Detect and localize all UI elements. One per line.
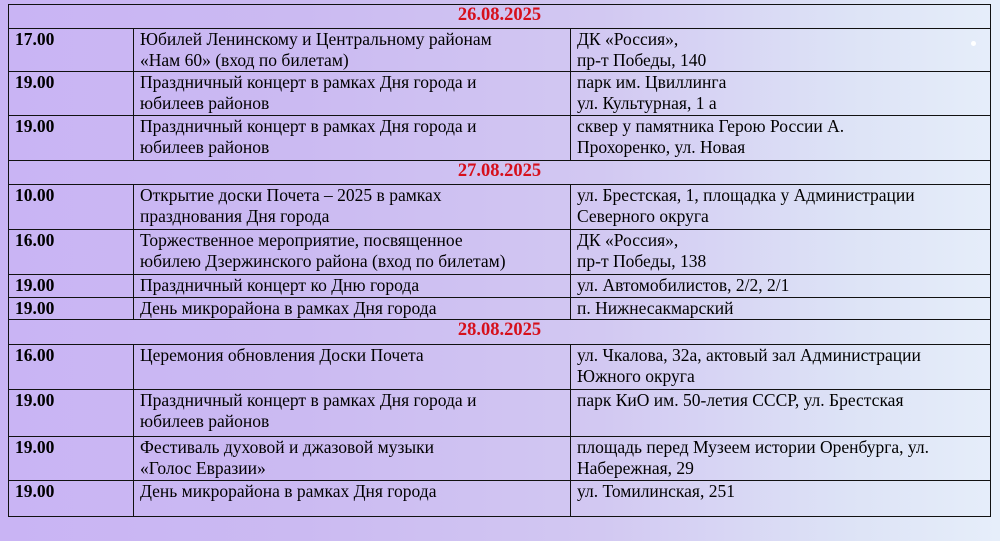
event-location: ул. Автомобилистов, 2/2, 2/1: [571, 275, 991, 298]
event-time: 19.00: [9, 390, 134, 437]
event-title: Церемония обновления Доски Почета: [134, 345, 571, 390]
event-location: ДК «Россия», пр-т Победы, 140: [571, 29, 991, 72]
event-location: ДК «Россия», пр-т Победы, 138: [571, 230, 991, 275]
event-row: [9, 481, 991, 517]
event-row: [9, 345, 991, 390]
event-location: ул. Томилинская, 251: [571, 481, 991, 517]
event-row: [9, 72, 991, 116]
event-row: [9, 437, 991, 481]
date-row: [9, 320, 991, 345]
event-time: 10.00: [9, 185, 134, 230]
event-time: 17.00: [9, 29, 134, 72]
date-header: 26.08.2025: [9, 5, 991, 29]
event-row: [9, 275, 991, 298]
event-location: парк КиО им. 50-летия СССР, ул. Брестская: [571, 390, 991, 437]
event-location: ул. Чкалова, 32а, актовый зал Администрации Южного округа: [571, 345, 991, 390]
events-schedule-table: [8, 4, 991, 517]
event-title: Юбилей Ленинскому и Центральному районам «Нам 60» (вход по билетам): [134, 29, 571, 72]
date-header: 27.08.2025: [9, 161, 991, 185]
event-location: сквер у памятника Герою России А. Прохоренко, ул. Новая: [571, 116, 991, 161]
event-time: 19.00: [9, 275, 134, 298]
event-location: парк им. Цвиллинга ул. Культурная, 1 а: [571, 72, 991, 116]
event-title: Праздничный концерт ко Дню города: [134, 275, 571, 298]
event-title: Фестиваль духовой и джазовой музыки «Голос Евразии»: [134, 437, 571, 481]
event-title: Праздничный концерт в рамках Дня города и юбилеев районов: [134, 390, 571, 437]
event-row: [9, 298, 991, 320]
event-location: п. Нижнесакмарский: [571, 298, 991, 320]
event-title: День микрорайона в рамках Дня города: [134, 298, 571, 320]
event-row: [9, 185, 991, 230]
decorative-dot: [971, 41, 976, 46]
event-title: День микрорайона в рамках Дня города: [134, 481, 571, 517]
event-row: [9, 230, 991, 275]
event-title: Открытие доски Почета – 2025 в рамках празднования Дня города: [134, 185, 571, 230]
event-location: площадь перед Музеем истории Оренбурга, ул. Набережная, 29: [571, 437, 991, 481]
event-time: 16.00: [9, 230, 134, 275]
event-time: 19.00: [9, 72, 134, 116]
event-time: 19.00: [9, 116, 134, 161]
event-time: 16.00: [9, 345, 134, 390]
date-header: 28.08.2025: [9, 320, 991, 345]
event-row: [9, 29, 991, 72]
event-title: Праздничный концерт в рамках Дня города и юбилеев районов: [134, 116, 571, 161]
event-row: [9, 116, 991, 161]
event-title: Праздничный концерт в рамках Дня города и юбилеев районов: [134, 72, 571, 116]
event-row: [9, 390, 991, 437]
event-title: Торжественное мероприятие, посвященное юбилею Дзержинского района (вход по билетам): [134, 230, 571, 275]
event-time: 19.00: [9, 298, 134, 320]
date-row: [9, 5, 991, 29]
event-time: 19.00: [9, 437, 134, 481]
event-location: ул. Брестская, 1, площадка у Администрации Северного округа: [571, 185, 991, 230]
date-row: [9, 161, 991, 185]
event-time: 19.00: [9, 481, 134, 517]
